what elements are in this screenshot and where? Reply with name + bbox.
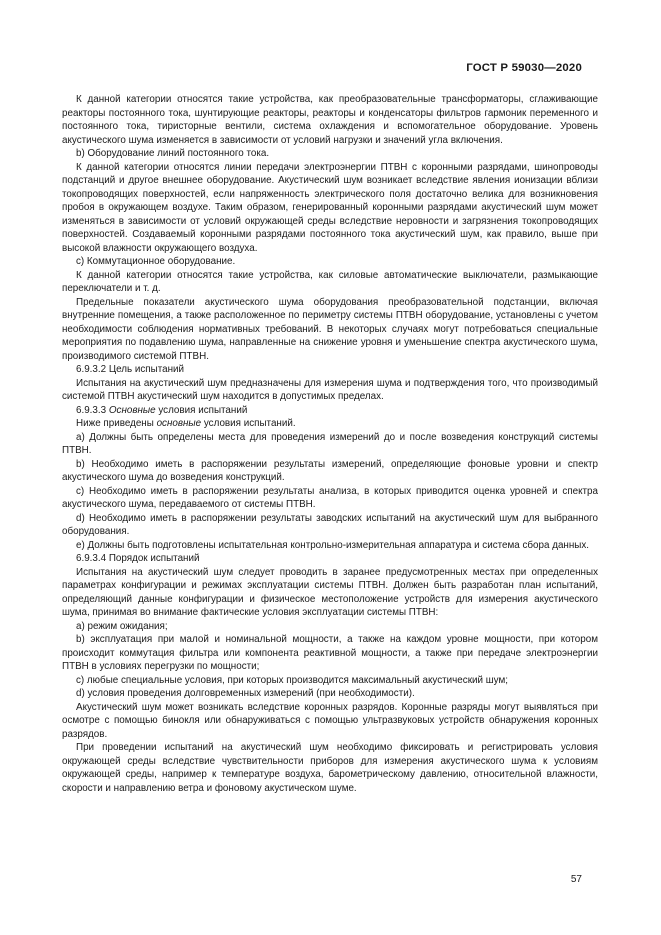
list-item: b) Необходимо иметь в распоряжении результаты измерений, определяющие фоновые уровни и спектр акустического шума до возведения конструкций. (62, 458, 598, 483)
list-item: d) условия проведения долговременных измерений (при необходимости). (76, 688, 415, 699)
section-heading: 6.9.3.2 Цель испытаний (76, 364, 185, 375)
list-item: d) Необходимо иметь в распоряжении результаты заводских испытаний на акустический шум для выбранного оборудования. (62, 512, 598, 537)
list-item: b) эксплуатация при малой и номинальной мощности, а также на каждом уровне мощности, при котором происходит коммутация фильтра или компонента реактивной мощности, а также при передаче электроэнергии ПТВН в условиях перегрузки по мощности; (62, 634, 598, 672)
list-item: c) Необходимо иметь в распоряжении результаты анализа, в которых приводится оценка уровней и спектра акустического шума, передаваемого от системы ПТВН. (62, 485, 598, 510)
page-number: 57 (570, 874, 582, 885)
text-run: Ниже приведены (76, 418, 157, 429)
text-emphasis: основные (156, 418, 202, 429)
section-title-emphasis: Основные (108, 404, 156, 416)
paragraph: b) Оборудование линий постоянного тока. (76, 148, 270, 159)
paragraph: Акустический шум может возникать вследствие коронных разрядов. Коронные разряды могут выявляться при осмотре с помощью бинокля или обнаруживаться с помощью ультразвуковых устройств обнаружения коронных разрядов. (62, 701, 598, 740)
section-heading (62, 404, 598, 418)
list-item: a) Должны быть определены места для проведения измерений до и после возведения конструкций системы ПТВН. (62, 431, 598, 456)
paragraph: К данной категории относятся линии передачи электроэнергии ПТВН с коронными разрядами, шинопроводы подстанций и другое внешнее оборудование. Акустический шум возникает вследствие явления ионизации вблизи токопроводящих поверхностей, если напряженность электрического поля достаточно велика для возникновения пробоя в окружающем воздухе. Таким образом, генерированный коронными разрядами акустический шум может изменяться в зависимости от условий окружающей среды вследствие неровности и загрязнения токопроводящих поверхностей. Создаваемый коронными разрядами постоянного тока акустический шум, как правило, выше при высокой влажности окружающего воздуха. (62, 161, 598, 254)
paragraph: К данной категории относятся такие устройства, как преобразовательные трансформаторы, сглаживающие реакторы постоянного тока, шунтирующие реакторы, реакторы и конденсаторы фильтров гармоник переменного и постоянного тока, тиристорные вентили, система охлаждения и вспомогательное оборудование. Уровень акустического шума изменяется в зависимости от условий нагрузки и значений угла включения. (62, 94, 598, 146)
paragraph (62, 417, 598, 431)
section-title-rest: условия испытаний (155, 404, 248, 416)
document-body (62, 93, 598, 795)
list-item: c) любые специальные условия, при которых производится максимальный акустический шум; (76, 674, 508, 686)
paragraph: Испытания на акустический шум следует проводить в заранее предусмотренных местах при определенных параметрах конфигурации и режимах эксплуатации системы ПТВН. Должен быть разработан план испытаний, определяющий данные конфигурации и физическое местоположение устройств для измерения акустического шума, принимая во внимание фактические условия эксплуатации системы ПТВН: (62, 566, 598, 618)
section-heading: 6.9.3.4 Порядок испытаний (76, 553, 200, 564)
section-number: 6.9.3.3 (76, 404, 107, 416)
paragraph: К данной категории относятся такие устройства, как силовые автоматические выключатели, размыкающие переключатели и т. д. (62, 269, 598, 294)
paragraph: Испытания на акустический шум предназначены для измерения шума и подтверждения того, что производимый системой ПТВН акустический шум находится в допустимых пределах. (62, 377, 598, 402)
list-item: a) режим ожидания; (76, 620, 168, 632)
list-item: e) Должны быть подготовлены испытательная контрольно-измерительная аппаратура и система сбора данных. (76, 539, 590, 551)
paragraph: При проведении испытаний на акустический шум необходимо фиксировать и регистрировать условия окружающей среды вследствие чувствительности приборов для измерения акустического шума к условиям окружающей среды, например к температуре воздуха, барометрическому давлению, относительной влажности, скорости и направлению ветра и фоновому акустическом шуме. (62, 742, 598, 794)
paragraph: Предельные показатели акустического шума оборудования преобразовательной подстанции, включая внутренние помещения, а также расположенное по периметру системы ПТВН оборудование, установлены с учетом необходимости соблюдения нормативных требований. В некоторых случаях могут потребоваться специальные мероприятия по подавлению шума, направленные на снижение уровня и уменьшение спектра акустического шума, производимого системой ПТВН. (62, 296, 598, 362)
paragraph: c) Коммутационное оборудование. (76, 256, 236, 267)
standard-designation: ГОСТ Р 59030—2020 (466, 62, 582, 74)
text-run: условия испытаний. (201, 418, 296, 429)
